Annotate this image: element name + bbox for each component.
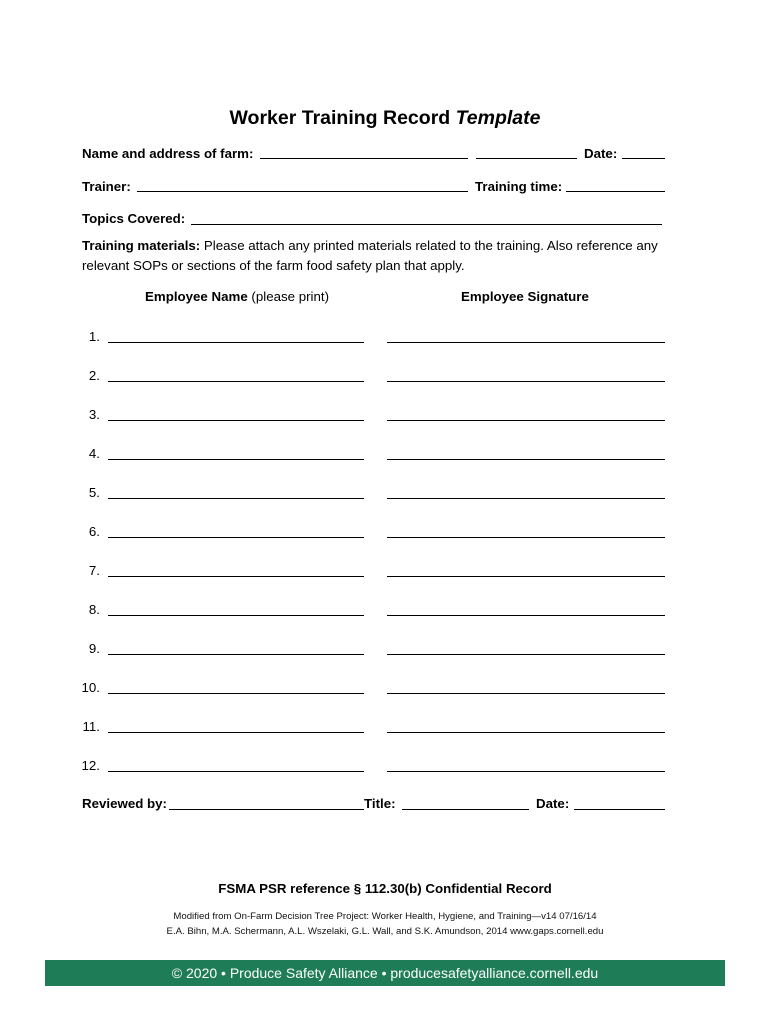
employee-signature-field[interactable] (387, 537, 665, 538)
employee-name-field[interactable] (108, 771, 364, 772)
row-number: 2. (88, 368, 100, 383)
modified-from-line: Modified from On-Farm Decision Tree Project: Worker Health, Hygiene, and Training—v14 07/16/14 (173, 911, 597, 922)
employee-name-field[interactable] (108, 537, 364, 538)
title-main: Worker Training Record (229, 107, 456, 129)
farm-field[interactable] (260, 158, 468, 159)
employee-name-field[interactable] (108, 459, 364, 460)
row-number: 1. (88, 329, 100, 344)
authors-line: E.A. Bihn, M.A. Schermann, A.L. Wszelaki, G.L. Wall, and S.K. Amundson, 2014 www.gaps.cornell.edu (166, 926, 604, 937)
employee-name-field[interactable] (108, 654, 364, 655)
materials-label: Training materials: (82, 238, 201, 253)
row-number: 6. (88, 524, 100, 539)
employee-signature-field[interactable] (387, 771, 665, 772)
employee-name-field[interactable] (108, 615, 364, 616)
row-number: 11. (82, 719, 100, 734)
employee-name-field[interactable] (108, 576, 364, 577)
topics-field[interactable] (191, 224, 662, 225)
employee-name-field[interactable] (108, 342, 364, 343)
employee-name-field[interactable] (108, 381, 364, 382)
employee-name-header-note: (please print) (247, 289, 330, 304)
trainer-label: Trainer: (82, 179, 131, 194)
employee-name-header-label: Employee Name (145, 289, 248, 304)
employee-name-field[interactable] (108, 693, 364, 694)
topics-label: Topics Covered: (82, 211, 186, 226)
date-label: Date: (584, 146, 618, 161)
review-date-field[interactable] (574, 809, 665, 810)
fsma-reference: FSMA PSR reference § 112.30(b) Confidential Record (218, 881, 552, 896)
employee-name-field[interactable] (108, 420, 364, 421)
employee-signature-field[interactable] (387, 615, 665, 616)
row-number: 12. (81, 758, 100, 773)
date-field[interactable] (622, 158, 665, 159)
employee-name-header (145, 289, 329, 304)
employee-signature-field[interactable] (387, 576, 665, 577)
training-time-label: Training time: (475, 179, 563, 194)
row-number: 3. (88, 407, 100, 422)
employee-signature-field[interactable] (387, 342, 665, 343)
employee-signature-field[interactable] (387, 654, 665, 655)
training-time-field[interactable] (566, 191, 665, 192)
training-materials-paragraph (82, 236, 682, 276)
row-number: 7. (88, 563, 100, 578)
farm-label: Name and address of farm: (82, 146, 254, 161)
review-title-field[interactable] (402, 809, 529, 810)
employee-signature-field[interactable] (387, 381, 665, 382)
row-number: 10. (81, 680, 100, 695)
employee-name-field[interactable] (108, 732, 364, 733)
review-title-label: Title: (364, 796, 396, 811)
row-number: 4. (88, 446, 100, 461)
farm-address-field[interactable] (476, 158, 577, 159)
copyright-bar: © 2020 • Produce Safety Alliance • producesafetyalliance.cornell.edu (45, 960, 725, 986)
employee-signature-field[interactable] (387, 420, 665, 421)
materials-text: Please attach any printed materials related to the training. Also reference any relevant SOPs or sections of the farm food safety plan that apply. (82, 238, 658, 273)
row-number: 9. (88, 641, 100, 656)
row-number: 5. (88, 485, 100, 500)
employee-signature-header: Employee Signature (461, 289, 589, 304)
employee-signature-field[interactable] (387, 693, 665, 694)
employee-name-field[interactable] (108, 498, 364, 499)
employee-signature-field[interactable] (387, 459, 665, 460)
trainer-field[interactable] (137, 191, 468, 192)
employee-signature-field[interactable] (387, 732, 665, 733)
page-title (0, 107, 770, 130)
row-number: 8. (88, 602, 100, 617)
employee-signature-field[interactable] (387, 498, 665, 499)
reviewed-by-label: Reviewed by: (82, 796, 167, 811)
reviewed-by-field[interactable] (169, 809, 364, 810)
title-italic: Template (455, 107, 541, 129)
review-date-label: Date: (536, 796, 570, 811)
